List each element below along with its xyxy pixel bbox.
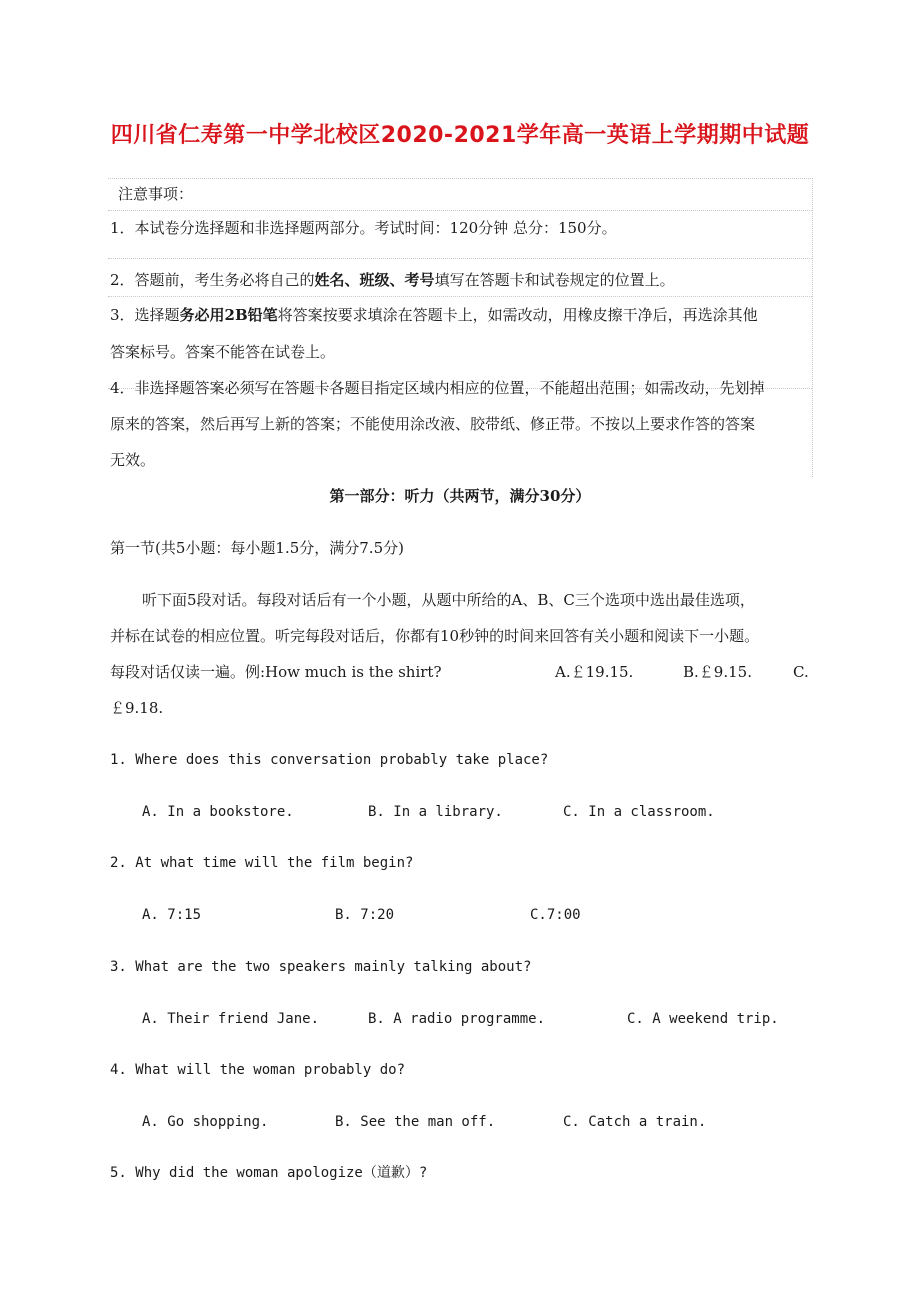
- section-heading: 第一节(共5小题：每小题1.5分，满分7.5分): [110, 539, 404, 557]
- notice-item-3: 3．选择题务必用2B铅笔将答案按要求填涂在答题卡上，如需改动，用橡皮擦干净后，再选涂其他: [110, 306, 758, 324]
- notice-heading: 注意事项：: [118, 185, 194, 203]
- divider: [108, 258, 812, 259]
- divider: [108, 210, 812, 211]
- option-b: B. 7:20: [335, 907, 395, 923]
- notice-item-4-cont: 原来的答案，然后再写上新的答案；不能使用涂改液、胶带纸、修正带。不按以上要求作答的答案: [110, 415, 756, 433]
- option-c: C. Catch a train.: [563, 1114, 707, 1130]
- option-c: C. A weekend trip.: [627, 1011, 779, 1027]
- question: 1. Where does this conversation probably take place?: [110, 752, 549, 768]
- example-option-c: C.: [793, 663, 809, 681]
- part-heading: 第一部分：听力（共两节，满分30分）: [329, 487, 591, 505]
- notice-item-4-cont: 无效。: [110, 451, 156, 469]
- option-b: B. A radio programme.: [368, 1011, 546, 1027]
- instructions: 每段对话仅读一遍。例:How much is the shirt?: [110, 663, 442, 681]
- example-option-a: A.￡19.15.: [555, 663, 634, 681]
- question: 3. What are the two speakers mainly talking about?: [110, 959, 532, 975]
- divider: [108, 296, 812, 297]
- option-b: B. In a library.: [368, 804, 503, 820]
- question: 4. What will the woman probably do?: [110, 1062, 406, 1078]
- instructions: 并标在试卷的相应位置。听完每段对话后，你都有10秒钟的时间来回答有关小题和阅读下一小题。: [110, 627, 760, 645]
- example-option-b: B.￡9.15.: [683, 663, 752, 681]
- question: 5. Why did the woman apologize（道歉）?: [110, 1165, 428, 1181]
- example-option-c-value: ￡9.18.: [110, 699, 164, 717]
- page-title: 四川省仁寿第一中学北校区2020-2021学年高一英语上学期期中试题: [110, 123, 810, 148]
- option-c: C. In a classroom.: [563, 804, 715, 820]
- instructions: 听下面5段对话。每段对话后有一个小题，从题中所给的A、B、C三个选项中选出最佳选项，: [142, 591, 755, 609]
- question: 2. At what time will the film begin?: [110, 855, 414, 871]
- notice-item-1: 1．本试卷分选择题和非选择题两部分。考试时间：120分钟 总分：150分。: [110, 219, 617, 237]
- option-a: A. Go shopping.: [142, 1114, 269, 1130]
- option-a: A. In a bookstore.: [142, 804, 294, 820]
- notice-item-3-cont: 答案标号。答案不能答在试卷上。: [110, 343, 336, 361]
- option-a: A. Their friend Jane.: [142, 1011, 320, 1027]
- option-a: A. 7:15: [142, 907, 202, 923]
- notice-item-4: 4．非选择题答案必须写在答题卡各题目指定区域内相应的位置，不能超出范围；如需改动，先划掉: [110, 379, 765, 397]
- option-b: B. See the man off.: [335, 1114, 496, 1130]
- option-c: C.7:00: [530, 907, 581, 923]
- notice-item-2: 2．答题前，考生务必将自己的姓名、班级、考号填写在答题卡和试卷规定的位置上。: [110, 271, 675, 289]
